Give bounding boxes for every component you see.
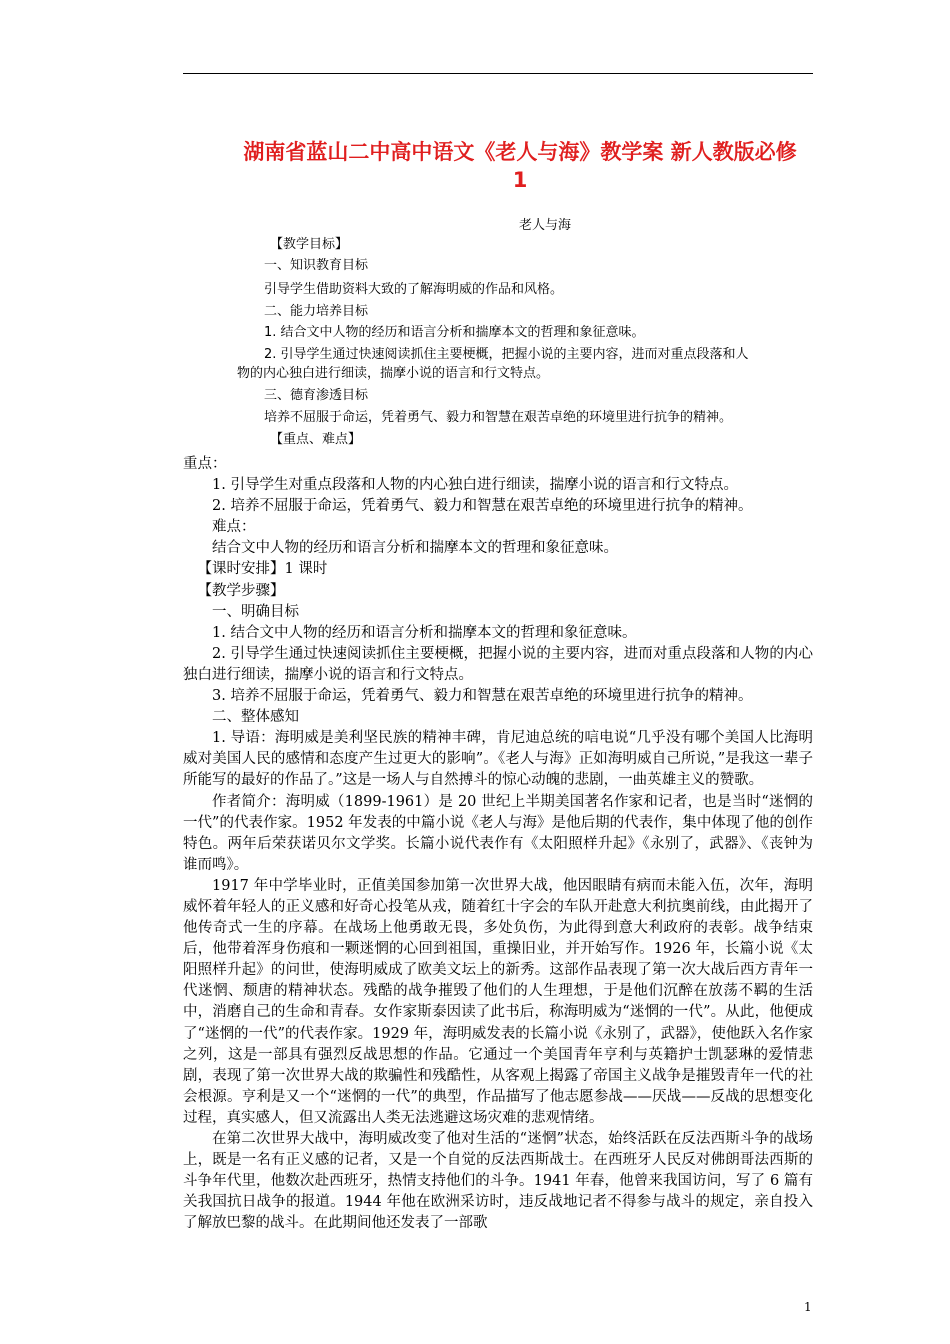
objectives-heading: 【教学目标】 [270,237,349,252]
page-number: 1 [804,1300,812,1314]
paragraph-1917: 1917 年中学毕业时，正值美国参加第一次世界大战，他因眼睛有病而未能入伍，次年，海明威怀着年轻人的正义感和好奇心投笔从戎，随着红十字会的车队开赴意大利抗奥前线，由此揭开了他传奇式一生的序幕。在战场上他勇敢无畏，多处负伤，为此得到意大利政府的表彰。战争结束后，他带着浑身伤痕和一颗迷惘的心回到祖国，重操旧业，并开始写作。1926 年，长篇小说《太阳照样升起》的问世，使海明威成了欧美文坛上的新秀。这部作品表现了第一次大战后西方青年一代迷惘、颓唐的精神状态。残酷的战争摧毁了他们的人生理想，于是他们沉醉在放荡不羁的生活中，消磨自己的生命和青春。女作家斯泰因读了此书后，称海明威为“迷惘的一代”。从此，他便成了“迷惘的一代”的代表作家。1929 年，海明威发表的长篇小说《永别了，武器》，使他跃入名作家之列，这是一部具有强烈反战思想的作品。它通过一个美国青年亨利与英籍护士凯瑟琳的爱情悲剧，表现了第一次世界大战的欺骗性和残酷性，从客观上揭露了帝国主义战争是摧毁青年一代的社会根源。亨利是又一个“迷惘的一代”的典型，作品描写了他志愿参战——厌战——反战的思想变化过程，真实感人，但又流露出人类无法逃避这场灾难的悲观情绪。 [183,877,813,1126]
moral-text: 培养不屈服于命运，凭着勇气、毅力和智慧在艰苦卓绝的环境里进行抗争的精神。 [264,410,733,425]
author-paragraph: 作者简介：海明威（1899-1961）是 20 世纪上半期美国著名作家和记者，也是当时“迷惘的一代”的代表作家。1952 年发表的中篇小说《老人与海》是他后期的代表作，集中体现了他的创作特色。两年后荣获诺贝尔文学奖。长篇小说代表作有《太阳照样升起》《永别了，武器》、《丧钟为谁而鸣》。 [183,793,813,873]
knowledge-title: 一、知识教育目标 [264,258,369,273]
key-point-2: 2. 培养不屈服于命运，凭着勇气、毅力和智慧在艰苦卓绝的环境里进行抗争的精神。 [212,498,753,515]
main-body [183,454,813,1234]
key-label: 重点： [183,456,227,472]
ability-item-2a: 2. 引导学生通过快速阅读抓住主要梗概，把握小说的主要内容，进而对重点段落和人 [264,347,749,362]
schedule-heading: 【课时安排】1 课时 [197,561,328,578]
header-rule [183,73,813,74]
document-title [215,138,825,194]
difficulty-label: 难点： [212,519,256,536]
step-1-title: 一、明确目标 [212,603,299,620]
document-subtitle: 老人与海 [518,218,571,233]
title-line-1: 湖南省蓝山二中高中语文《老人与海》教学案 新人教版必修 [243,140,797,164]
goal-1: 1. 结合文中人物的经历和语言分析和揣摩本文的哲理和象征意味。 [212,624,637,641]
goal-3: 3. 培养不屈服于命运，凭着勇气、毅力和智慧在艰苦卓绝的环境里进行抗争的精神。 [212,688,753,705]
ability-item-2b: 物的内心独白进行细读，揣摩小说的语言和行文特点。 [237,366,550,381]
moral-title: 三、德育渗透目标 [264,388,369,403]
paragraph-ww2: 在第二次世界大战中，海明威改变了他对生活的“迷惘”状态，始终活跃在反法西斯斗争的战场上，既是一名有正义感的记者，又是一个自觉的反法西斯战士。在西班牙人民反对佛朗哥法西斯的斗争年代里，他数次赴西班牙，热情支持他们的斗争。1941 年春，他曾来我国访问，写了 6 篇有关我国抗日战争的报道。1944 年他在欧洲采访时，违反战地记者不得参与战斗的规定，亲自投入了解放巴黎的战斗。在此期间他还发表了一部歌 [183,1131,813,1232]
ability-item-1: 1. 结合文中人物的经历和语言分析和揣摩本文的哲理和象征意味。 [264,325,645,340]
knowledge-text: 引导学生借助资料大致的了解海明威的作品和风格。 [264,282,564,297]
ability-title: 二、能力培养目标 [264,304,369,319]
difficulty-text: 结合文中人物的经历和语言分析和揣摩本文的哲理和象征意味。 [212,540,618,557]
steps-heading: 【教学步骤】 [197,582,285,599]
key-point-1: 1. 引导学生对重点段落和人物的内心独白进行细读，揣摩小说的语言和行文特点。 [212,477,738,494]
goal-2: 2. 引导学生通过快速阅读抓住主要梗概，把握小说的主要内容，进而对重点段落和人物的内心独白进行细读，揣摩小说的语言和行文特点。 [183,645,813,683]
intro-paragraph: 1. 导语：海明威是美利坚民族的精神丰碑，肯尼迪总统的唁电说“几乎没有哪个美国人比海明威对美国人民的感情和态度产生过更大的影响”。《老人与海》正如海明威自己所说，”是我这一辈子所能写的最好的作品了。”这是一场人与自然搏斗的惊心动魄的悲剧，一曲英雄主义的赞歌。 [183,730,813,789]
title-line-2: 1 [512,168,528,192]
step-2-title: 二、整体感知 [212,709,299,726]
key-points-heading: 【重点、难点】 [270,432,362,447]
